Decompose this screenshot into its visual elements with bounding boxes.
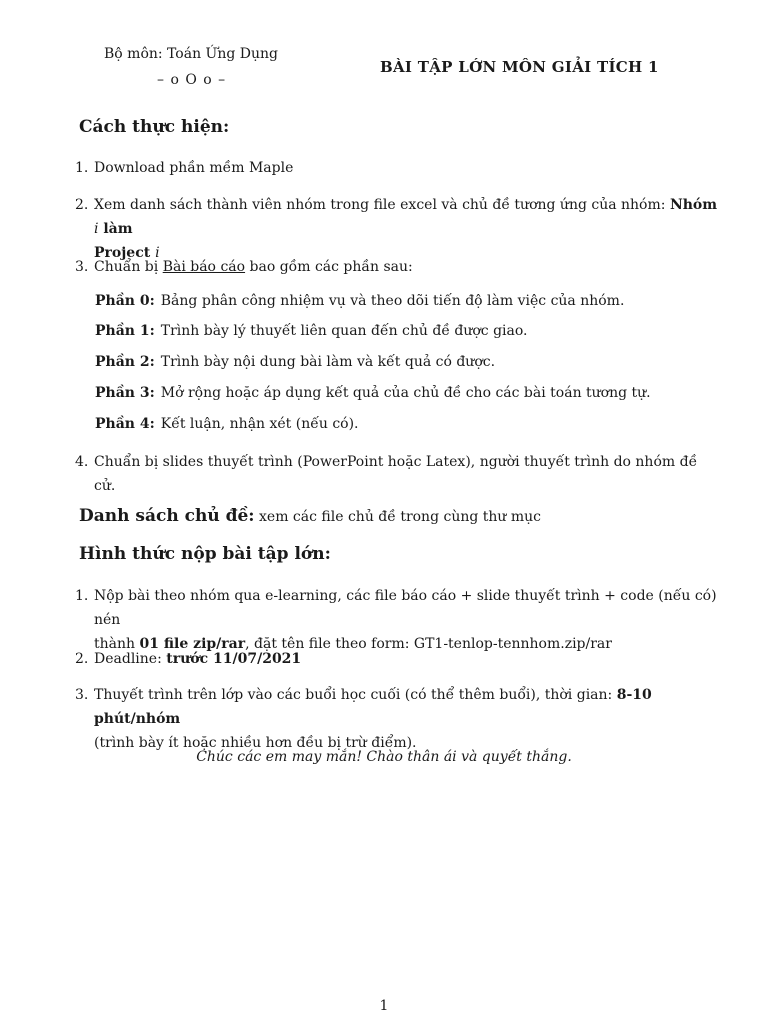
list-number: 1. <box>75 160 89 176</box>
report-link-text: Bài báo cáo <box>162 259 246 275</box>
list-text-part: thành <box>94 636 140 652</box>
list-number: 3. <box>75 259 89 275</box>
list-text-part: , đặt tên file theo form: GT1-tenlop-tennhom.zip/rar <box>245 636 612 652</box>
project-index: i <box>155 245 160 261</box>
list-text: Chuẩn bị slides thuyết trình (PowerPoint hoặc Latex), người thuyết trình do nhóm đề cử. <box>94 454 698 494</box>
header-ornament: – o O o – <box>157 72 227 88</box>
section-heading-topics <box>79 506 541 526</box>
list-text <box>94 647 722 671</box>
list-text-part: bao gồm các phần sau: <box>245 259 413 275</box>
part-label: Phần 4: <box>95 416 155 432</box>
part-label: Phần 2: <box>95 354 155 370</box>
project-label: Project <box>94 245 156 261</box>
list-text-part: Deadline: <box>94 651 167 667</box>
page-number: 1 <box>379 998 389 1014</box>
list-text-part: Xem danh sách thành viên nhóm trong file excel và chủ đề tương ứng của nhóm: <box>94 197 670 213</box>
group-label: Nhóm <box>669 197 718 213</box>
part-text: Trình bày lý thuyết liên quan đến chủ đề được giao. <box>160 323 528 339</box>
section-heading-submit: Hình thức nộp bài tập lớn: <box>79 544 331 564</box>
part-label: Phần 3: <box>95 385 155 401</box>
list-text <box>94 683 722 755</box>
presentation-duration: 8-10 phút/nhóm <box>94 687 652 727</box>
group-index: i <box>94 221 99 237</box>
topics-text: xem các file chủ đề trong cùng thư mục <box>254 509 542 525</box>
document-title: BÀI TẬP LỚN MÔN GIẢI TÍCH 1 <box>380 58 659 76</box>
list-text-part: Nộp bài theo nhóm qua e-learning, các file báo cáo + slide thuyết trình + code (nếu có) nén <box>94 588 717 628</box>
topics-heading-text: Danh sách chủ đề: <box>79 506 255 526</box>
part-label: Phần 1: <box>95 323 155 339</box>
list-number: 1. <box>75 588 89 604</box>
list-number: 4. <box>75 454 89 470</box>
list-text-part: Thuyết trình trên lớp vào các buổi học cuối (có thể thêm buổi), thời gian: <box>94 687 617 703</box>
list-text: Download phần mềm Maple <box>94 160 294 176</box>
list-number: 2. <box>75 197 89 213</box>
list-text <box>94 584 722 656</box>
part-text: Mở rộng hoặc áp dụng kết quả của chủ đề cho các bài toán tương tự. <box>160 385 651 401</box>
department-label: Bộ môn: Toán Ứng Dụng <box>104 46 278 62</box>
part-item <box>95 416 359 432</box>
part-label: Phần 0: <box>95 293 155 309</box>
part-item <box>95 385 651 401</box>
list-text-part: Chuẩn bị <box>94 259 163 275</box>
list-text-part: (trình bày ít hoặc nhiều hơn đều bị trừ điểm). <box>94 735 417 751</box>
list-text <box>94 255 722 279</box>
part-text: Bảng phân công nhiệm vụ và theo dõi tiến độ làm việc của nhóm. <box>160 293 625 309</box>
group-label-suffix: làm <box>98 221 133 237</box>
part-text: Kết luận, nhận xét (nếu có). <box>160 416 359 432</box>
file-format-label: 01 file zip/rar <box>139 636 246 652</box>
closing-message: Chúc các em may mắn! Chào thân ái và quyết thắng. <box>196 749 572 765</box>
part-item <box>95 293 624 309</box>
part-text: Trình bày nội dung bài làm và kết quả có được. <box>160 354 496 370</box>
deadline-date: trước 11/07/2021 <box>166 651 302 667</box>
list-number: 3. <box>75 687 89 703</box>
list-number: 2. <box>75 651 89 667</box>
part-item <box>95 354 495 370</box>
section-heading-how: Cách thực hiện: <box>79 117 230 137</box>
part-item <box>95 323 528 339</box>
